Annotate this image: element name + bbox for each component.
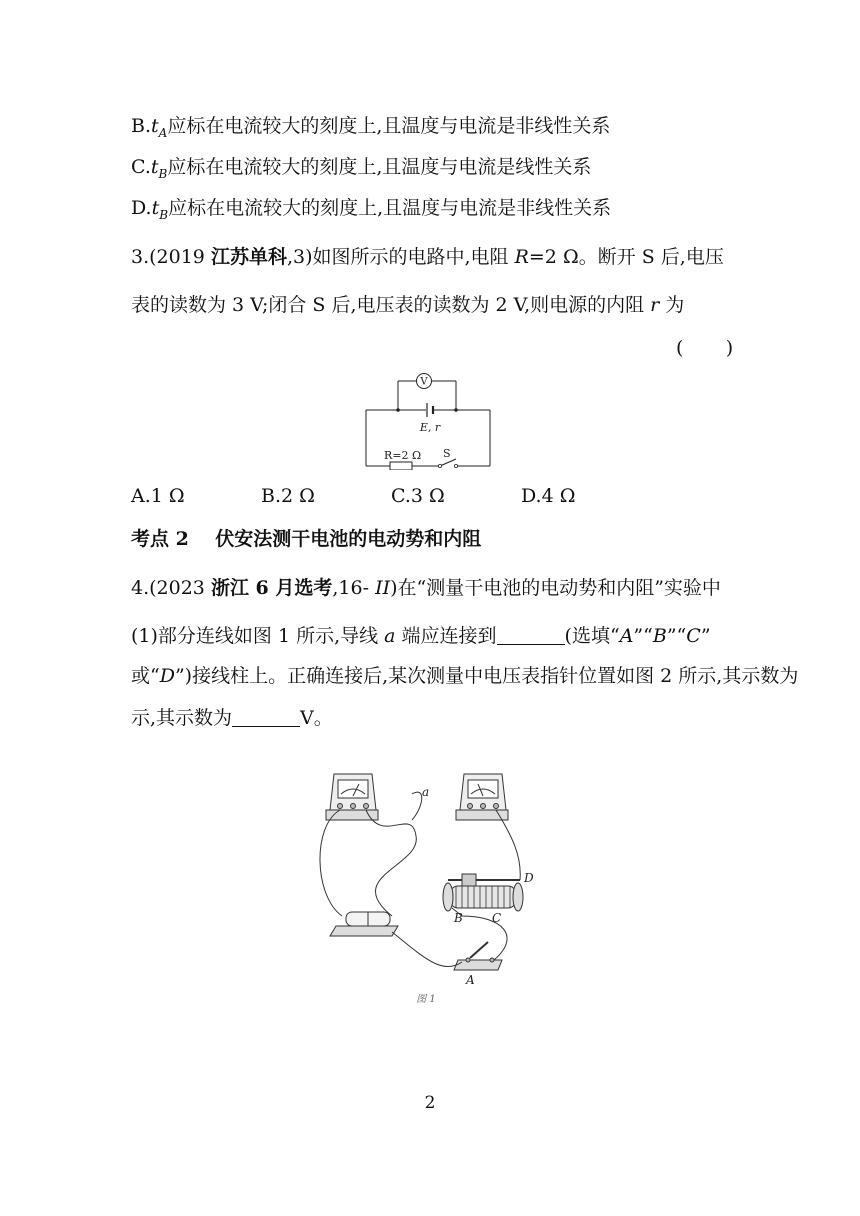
option-b-subscript: A [158, 125, 168, 140]
answer-blank-1[interactable] [497, 626, 565, 645]
circuit-diagram [364, 370, 494, 470]
q4-var-a: a [384, 625, 396, 647]
option-c-subscript: B [158, 166, 168, 181]
wire-meter-loop [366, 810, 416, 916]
option-d-var: t [151, 197, 160, 219]
label-C: C [492, 911, 502, 925]
junction-right [454, 408, 458, 412]
option-d-prefix: D. [131, 197, 152, 219]
battery-holder [330, 912, 398, 936]
option-b-text: 应标在电流较大的刻度上,且温度与电流是非线性关系 [167, 115, 611, 137]
q3-source: 江苏单科 [210, 246, 287, 268]
q4-line-2 [131, 624, 711, 648]
q4-opt-B: B [652, 625, 667, 647]
q4-line-4 [131, 706, 333, 730]
q3-var-R: R [514, 246, 529, 268]
option-b-prefix: B. [131, 115, 152, 137]
q4-p1-b: 端应连接到 [395, 625, 497, 647]
q3-option-d: D.4 Ω [521, 485, 576, 507]
q3-var-r: r [650, 294, 660, 316]
q4-p1-c: (选填“ [564, 625, 620, 647]
q4-prefix: 4.(2023 [131, 577, 211, 599]
q3-option-b: B.2 Ω [261, 485, 315, 507]
q3-text-2: =2 Ω。断开 S 后,电压 [528, 246, 724, 268]
option-b-line [131, 114, 610, 145]
q4-text-1: ,16- [332, 577, 370, 599]
option-b-var: t [151, 115, 159, 137]
junction-left [396, 408, 400, 412]
option-c-text: 应标在电流较大的刻度上,且温度与电流是线性关系 [167, 156, 592, 178]
q4-opt-D: D [159, 665, 175, 687]
answer-blank-2[interactable] [232, 708, 300, 727]
q3-option-a: A.1 Ω [131, 485, 185, 507]
voltmeter-label: V [420, 376, 428, 388]
section-heading: 考点 2 伏安法测干电池的电动势和内阻 [131, 528, 482, 550]
switch-contact-right [454, 464, 457, 467]
option-d-subscript: B [159, 207, 169, 222]
q3-answer-bracket: ( ) [676, 337, 734, 359]
option-d-text: 应标在电流较大的刻度上,且温度与电流是非线性关系 [168, 197, 612, 219]
q4-p3-b: V。 [300, 707, 333, 729]
q4-text-2: )在“测量干电池的电动势和内阻”实验中 [390, 577, 721, 599]
resistor-label: R=2 Ω [384, 449, 422, 462]
q4-p1-a: (1)部分连线如图 1 所示,导线 [131, 625, 385, 647]
q3-line2-b: 为 [659, 294, 685, 316]
voltmeter-right [456, 774, 508, 820]
q4-p2-a: 或“ [131, 665, 160, 687]
rheostat [443, 874, 523, 911]
q4-opt-C: C [686, 625, 701, 647]
q4-p3-a: 示,其示数为 [131, 707, 233, 729]
q3-prefix: 3.(2019 [131, 246, 211, 268]
q4-p2-b: ”)接线柱上。正确连接后,某次测量中电压表指针位置如图 2 所示,其示数为 [174, 665, 799, 687]
option-c-var: t [150, 156, 159, 178]
option-c-prefix: C. [131, 156, 151, 178]
page-number: 2 [424, 1093, 436, 1113]
switch-label: S [443, 447, 451, 460]
q3-line-2 [131, 293, 684, 317]
wire-a [412, 792, 422, 820]
q4-opt-A: A [619, 625, 634, 647]
q4-source: 浙江 6 月选考 [210, 577, 333, 599]
q4-sep-1: ”“ [633, 625, 653, 647]
q3-line2-a: 表的读数为 3 V;闭合 S 后,电压表的读数为 2 V,则电源的内阻 [131, 294, 651, 316]
label-a: a [422, 785, 430, 799]
label-A: A [466, 973, 475, 987]
label-D: D [524, 871, 534, 885]
wire-battery-to-switch [392, 932, 462, 967]
q4-roman-num: II [369, 577, 391, 599]
label-B: B [454, 911, 463, 925]
ammeter-left [326, 774, 378, 820]
option-c-line [131, 155, 591, 186]
figure-caption: 图 1 [416, 994, 436, 1005]
q3-text-1: ,3)如图所示的电路中,电阻 [286, 246, 515, 268]
knife-switch [454, 942, 502, 970]
q3-option-c: C.3 Ω [391, 485, 445, 507]
apparatus-figure [312, 766, 542, 1010]
wire-meter-to-battery [320, 810, 342, 916]
q4-line-3 [131, 664, 798, 688]
switch-contact-left [438, 464, 441, 467]
source-label: E, r [419, 421, 441, 434]
q4-p1-d: ” [700, 625, 711, 647]
q4-sep-2: ”“ [666, 625, 687, 647]
q3-line-1 [131, 245, 724, 269]
q4-line-1 [131, 576, 721, 600]
option-d-line [131, 196, 611, 227]
